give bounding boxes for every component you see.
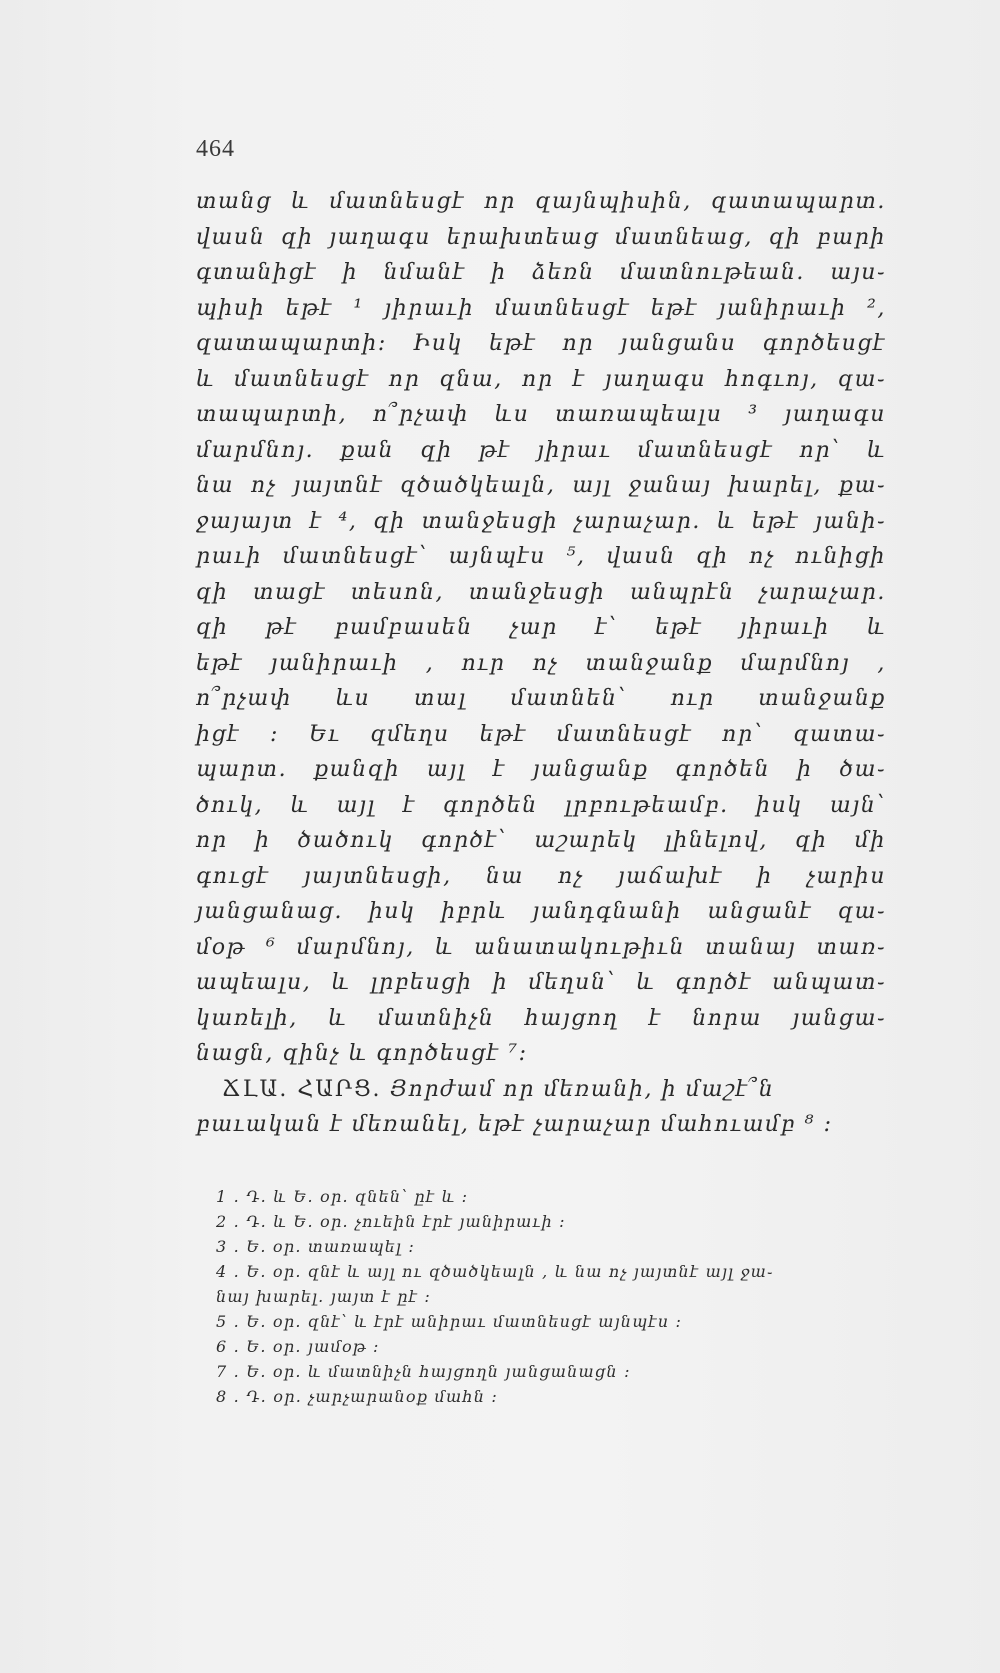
footnote: 3 . Ե. օր. տառապել ։ <box>216 1237 415 1256</box>
main-text-block <box>196 184 886 1143</box>
text-line: տապարտի, ո՞րչափ ևս տառապեալս ³ յաղագս <box>196 402 886 427</box>
text-line: րաւի մատնեսցէ՝ այնպէս ⁵, վասն զի ոչ ունիցի <box>196 544 886 569</box>
chapter-question: Յորժամ որ մեռանի, ի մաշէ՞ն <box>390 1076 775 1102</box>
text-line: յանցանաց. իսկ իբրև յանդգնանի անցանէ զա֊ <box>196 899 886 924</box>
text-line: վասն զի յաղագս երախտեաց մատնեաց, զի բարի <box>196 224 886 250</box>
chapter-heading-line <box>196 1072 886 1108</box>
text-line: և մատնեսցէ որ զնա, որ է յաղագս հոգւոյ, զա֊ <box>196 366 886 392</box>
footnote: 8 . Դ. օր. չարչարանօք մահն ։ <box>216 1387 499 1406</box>
footnote: 1 . Դ. և Ե. օր. զնեն՝ ըէ և ։ <box>216 1187 469 1206</box>
footnote-continuation: նայ խարել. յայտ է ըէ ։ <box>216 1287 432 1306</box>
text-line: պիսի եթէ ¹ յիրաւի մատնեսցէ եթէ յանիրաւի ², <box>196 295 886 321</box>
footnote: 7 . Ե. օր. և մատնիչն հայցողն յանցանացն ։ <box>216 1362 631 1381</box>
text-line: ջայայտ է ⁴, զի տանջեսցի չարաչար. և եթէ յանի֊ <box>196 508 886 534</box>
text-line: մարմնոյ. քան զի թէ յիրաւ մատնեսցէ որ՝ և <box>196 437 886 463</box>
text-line: ապեալս, և լրբեսցի ի մեղսն՝ և գործէ անպատ֊ <box>196 970 886 995</box>
text-line: եթէ յանիրաւի , ուր ոչ տանջանք մարմնոյ , <box>196 650 886 676</box>
text-line: մօթ ⁶ մարմնոյ, և անատակութիւն տանայ տառ֊ <box>196 934 886 960</box>
text-line: նա ոչ յայտնէ զծածկեալն, այլ ջանայ խարել, քա֊ <box>196 473 886 498</box>
text-line: գտանիցէ ի նմանէ ի ձեռն մատնութեան. այս֊ <box>196 260 886 285</box>
text-line: պարտ. քանզի այլ է յանցանք գործեն ի ծա֊ <box>196 757 886 782</box>
text-line: իցէ ։ Եւ զմեղս եթէ մատնեսցէ որ՝ զատա֊ <box>196 721 886 747</box>
footnote: 6 . Ե. օր. յամօթ ։ <box>216 1337 380 1356</box>
text-line: որ ի ծածուկ գործէ՝ աշարեկ լինելով, զի մի <box>196 828 886 853</box>
text-line: տանց և մատնեսցէ որ զայնպիսին, զատապարտ. <box>196 189 886 214</box>
footnotes <box>216 1184 896 1409</box>
text-line: զի թէ բամբասեն չար է՝ եթէ յիրաւի և <box>196 615 886 640</box>
text-line: ո՞րչափ ևս տալ մատնեն՝ ուր տանջանք <box>196 686 886 711</box>
text-line: գուցէ յայտնեսցի, նա ոչ յաճախէ ի չարիս <box>196 863 886 889</box>
chapter-question-continuation: բաւական է մեռանել, եթէ չարաչար մահուամբ ⁸ ։ <box>196 1112 833 1137</box>
text-line: զի տացէ տեսոն, տանջեսցի անպրէն չարաչար. <box>196 579 886 605</box>
text-line: զատապարտի։ Իսկ եթէ որ յանցանս գործեսցէ <box>196 331 886 356</box>
footnote: 4 . Ե. օր. զնէ և այլ ու զծածկեալն , և նա ոչ յայտնէ այլ ջա֊ <box>216 1262 774 1281</box>
footnote: 5 . Ե. օր. զնէ՝ և էրէ անիրաւ մատնեսցէ այնպէս ։ <box>216 1312 683 1331</box>
footnote: 2 . Դ. և Ե. օր. չուեին էրէ յանիրաւի ։ <box>216 1212 566 1231</box>
text-line: նացն, զինչ և գործեսցէ ⁷։ <box>196 1041 528 1066</box>
text-line: կառելի, և մատնիչն հայցող է նորա յանցա֊ <box>196 1005 886 1031</box>
chapter-heading: ՃԼԱ. ՀԱՐՑ. <box>222 1076 382 1102</box>
page-number: 464 <box>196 136 235 162</box>
text-line: ծուկ, և այլ է գործեն լրբութեամբ. իսկ այն՝ <box>196 792 886 818</box>
